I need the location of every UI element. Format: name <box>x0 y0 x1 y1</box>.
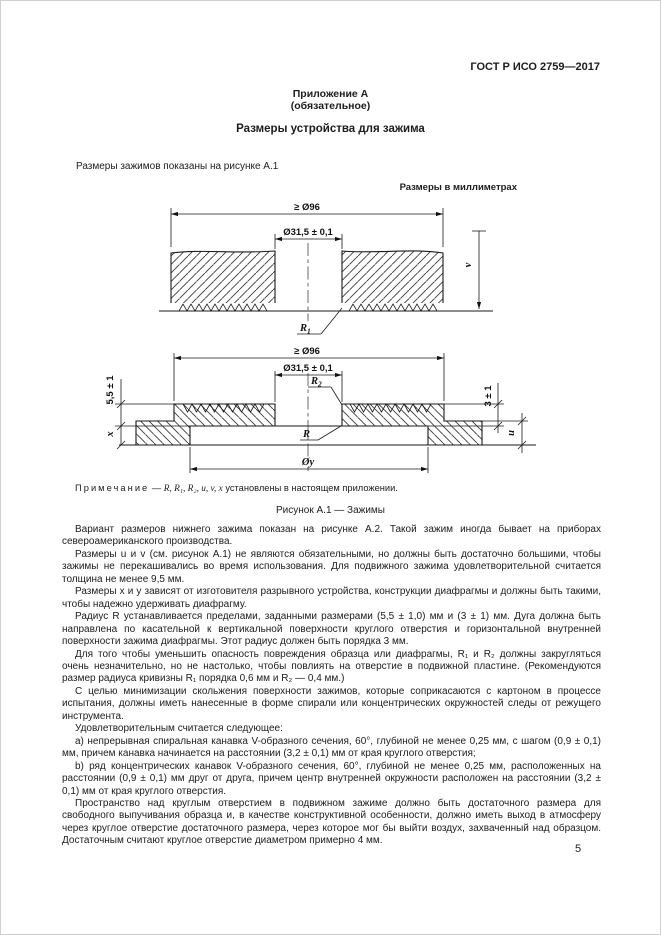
figure-caption: Рисунок А.1 — Зажимы <box>276 505 385 516</box>
dim-u: u <box>506 430 517 436</box>
paragraph-item-b: b) ряд концентрических канавок V-образного сечения, 60°, глубиной не менее 0,25 мм, расположенных на расстоянии (0,9 ± 0,1) мм друг от друга, причем центр внутренней окружности расположен на расстоянии (3,2 ± 0,1) мм от края круглого отверстия. <box>62 760 601 797</box>
intro-text: Размеры зажимов показаны на рисунке А.1 <box>76 161 279 172</box>
upper-clamp-serration-left <box>179 304 267 311</box>
paragraph-grooves: С целью минимизации скольжения поверхности зажимов, которые соприкасаются с картоном в процессе испытания, должны иметь нанесенные в форме спирали или концентрических окружностей следы от режущего инструмента. <box>62 685 601 722</box>
note-label: Примечание <box>75 483 150 493</box>
radius-r-leader <box>318 426 341 440</box>
paragraph-satisfactory: Удовлетворительным считается следующее: <box>75 723 283 735</box>
upper-clamp-section <box>159 202 493 336</box>
note-text: установлены в настоящем приложении. <box>225 483 398 493</box>
radius-r2-label: $R_2$ <box>311 376 322 389</box>
upper-clamp-left-block <box>171 251 275 303</box>
appendix-label: Приложение А <box>292 88 369 100</box>
standard-designation: ГОСТ Р ИСО 2759—2017 <box>470 61 600 73</box>
lower-clamp-right-block <box>342 404 482 445</box>
paragraph-variant: Вариант размеров нижнего зажима показан на рисунке А.2. Такой зажим иногда бывает на приборах североамериканского производства. <box>62 524 601 548</box>
dim-thickness-v: v <box>463 262 474 268</box>
lower-clamp-section <box>105 346 536 473</box>
dim-outer-diameter-upper: ≥ Ø96 <box>294 202 320 213</box>
figure-a1-drawing <box>61 193 601 478</box>
dim-x: x <box>105 431 116 437</box>
units-note: Размеры в миллиметрах <box>399 182 517 193</box>
dim-step-height: 3 ± 1 <box>483 385 494 407</box>
radius-r1-label: $R_1$ <box>300 323 311 336</box>
lower-clamp-left-block <box>136 404 275 445</box>
page-number: 5 <box>575 843 582 855</box>
upper-clamp-right-block <box>342 251 443 303</box>
dim-plate-diameter: Øy <box>301 457 315 468</box>
figure-note: Примечание — R, R₁, R₂, u, v, x установлены в настоящем приложении. <box>75 483 398 494</box>
appendix-title: Размеры устройства для зажима <box>236 123 425 135</box>
appendix-qualifier: (обязательное) <box>290 100 371 112</box>
paragraph-space: Пространство над круглым отверстием в подвижном зажиме должно быть достаточного размера для свободного выпучивания образца и, в качестве конструктивной особенности, должно иметь выход в атмосферу через круглое отверстие достаточного размера, через которое мог бы выйти воздух, захваченный над образцом. Достаточным считают круглое отверстие диаметром примерно 4 мм. <box>62 797 601 847</box>
upper-clamp-serration-right <box>349 304 437 311</box>
paragraph-radius-r: Радиус R устанавливается пределами, заданными размерами (5,5 ± 1,0) мм и (3 ± 1) мм. Дуга должна быть направлена по касательной к вертикальной поверхности круглого отверстия и горизонтальной внутренней поверхности зажима диафрагмы. Этот радиус должен быть порядка 3 мм. <box>62 611 601 648</box>
dim-outer-diameter-lower: ≥ Ø96 <box>294 346 320 357</box>
paragraph-item-a: а) непрерывная спиральная канавка V-образного сечения, 60°, глубиной не менее 0,25 мм, с шагом (0,9 ± 0,1) мм, причем канавка начинается на расстоянии (3,2 ± 0,1) мм от края круглого отверстия; <box>62 735 601 760</box>
paragraph-radius-r1-r2: Для того чтобы уменьшить опасность повреждения образца или диафрагмы, R₁ и R₂ должны закругляться очень незначительно, но не настолько, чтобы повлиять на отверстие в подвижной пластине. (Рекомендуются размер радиуса кривизны R₁ порядка 0,6 мм и R₂ — 0,4 мм.) <box>62 648 601 685</box>
dim-boss-height: 5,5 ± 1 <box>105 375 116 405</box>
note-variables: R, R₁, R₂, u, v, x <box>163 484 223 494</box>
dim-hole-diameter-upper: Ø31,5 ± 0,1 <box>283 227 333 238</box>
radius-r1-leader <box>321 308 342 334</box>
radius-r-label: R <box>303 429 311 440</box>
dim-hole-diameter-lower: Ø31,5 ± 0,1 <box>283 363 333 374</box>
body-text <box>62 524 601 848</box>
paragraph-dims-xy: Размеры x и y зависят от изготовителя разрывного устройства, конструкции диафрагмы и должны быть такими, чтобы надежно удерживать диафрагму. <box>62 586 601 610</box>
paragraph-dims-uv: Размеры u и v (см. рисунок А.1) не являются обязательными, но должны быть достаточно большими, чтобы зажимы не перекашивались во время использования. Для подвижного зажима удовлетворительной считается толщина не менее 9,5 мм. <box>62 548 601 585</box>
radius-r2-leader <box>331 387 342 405</box>
